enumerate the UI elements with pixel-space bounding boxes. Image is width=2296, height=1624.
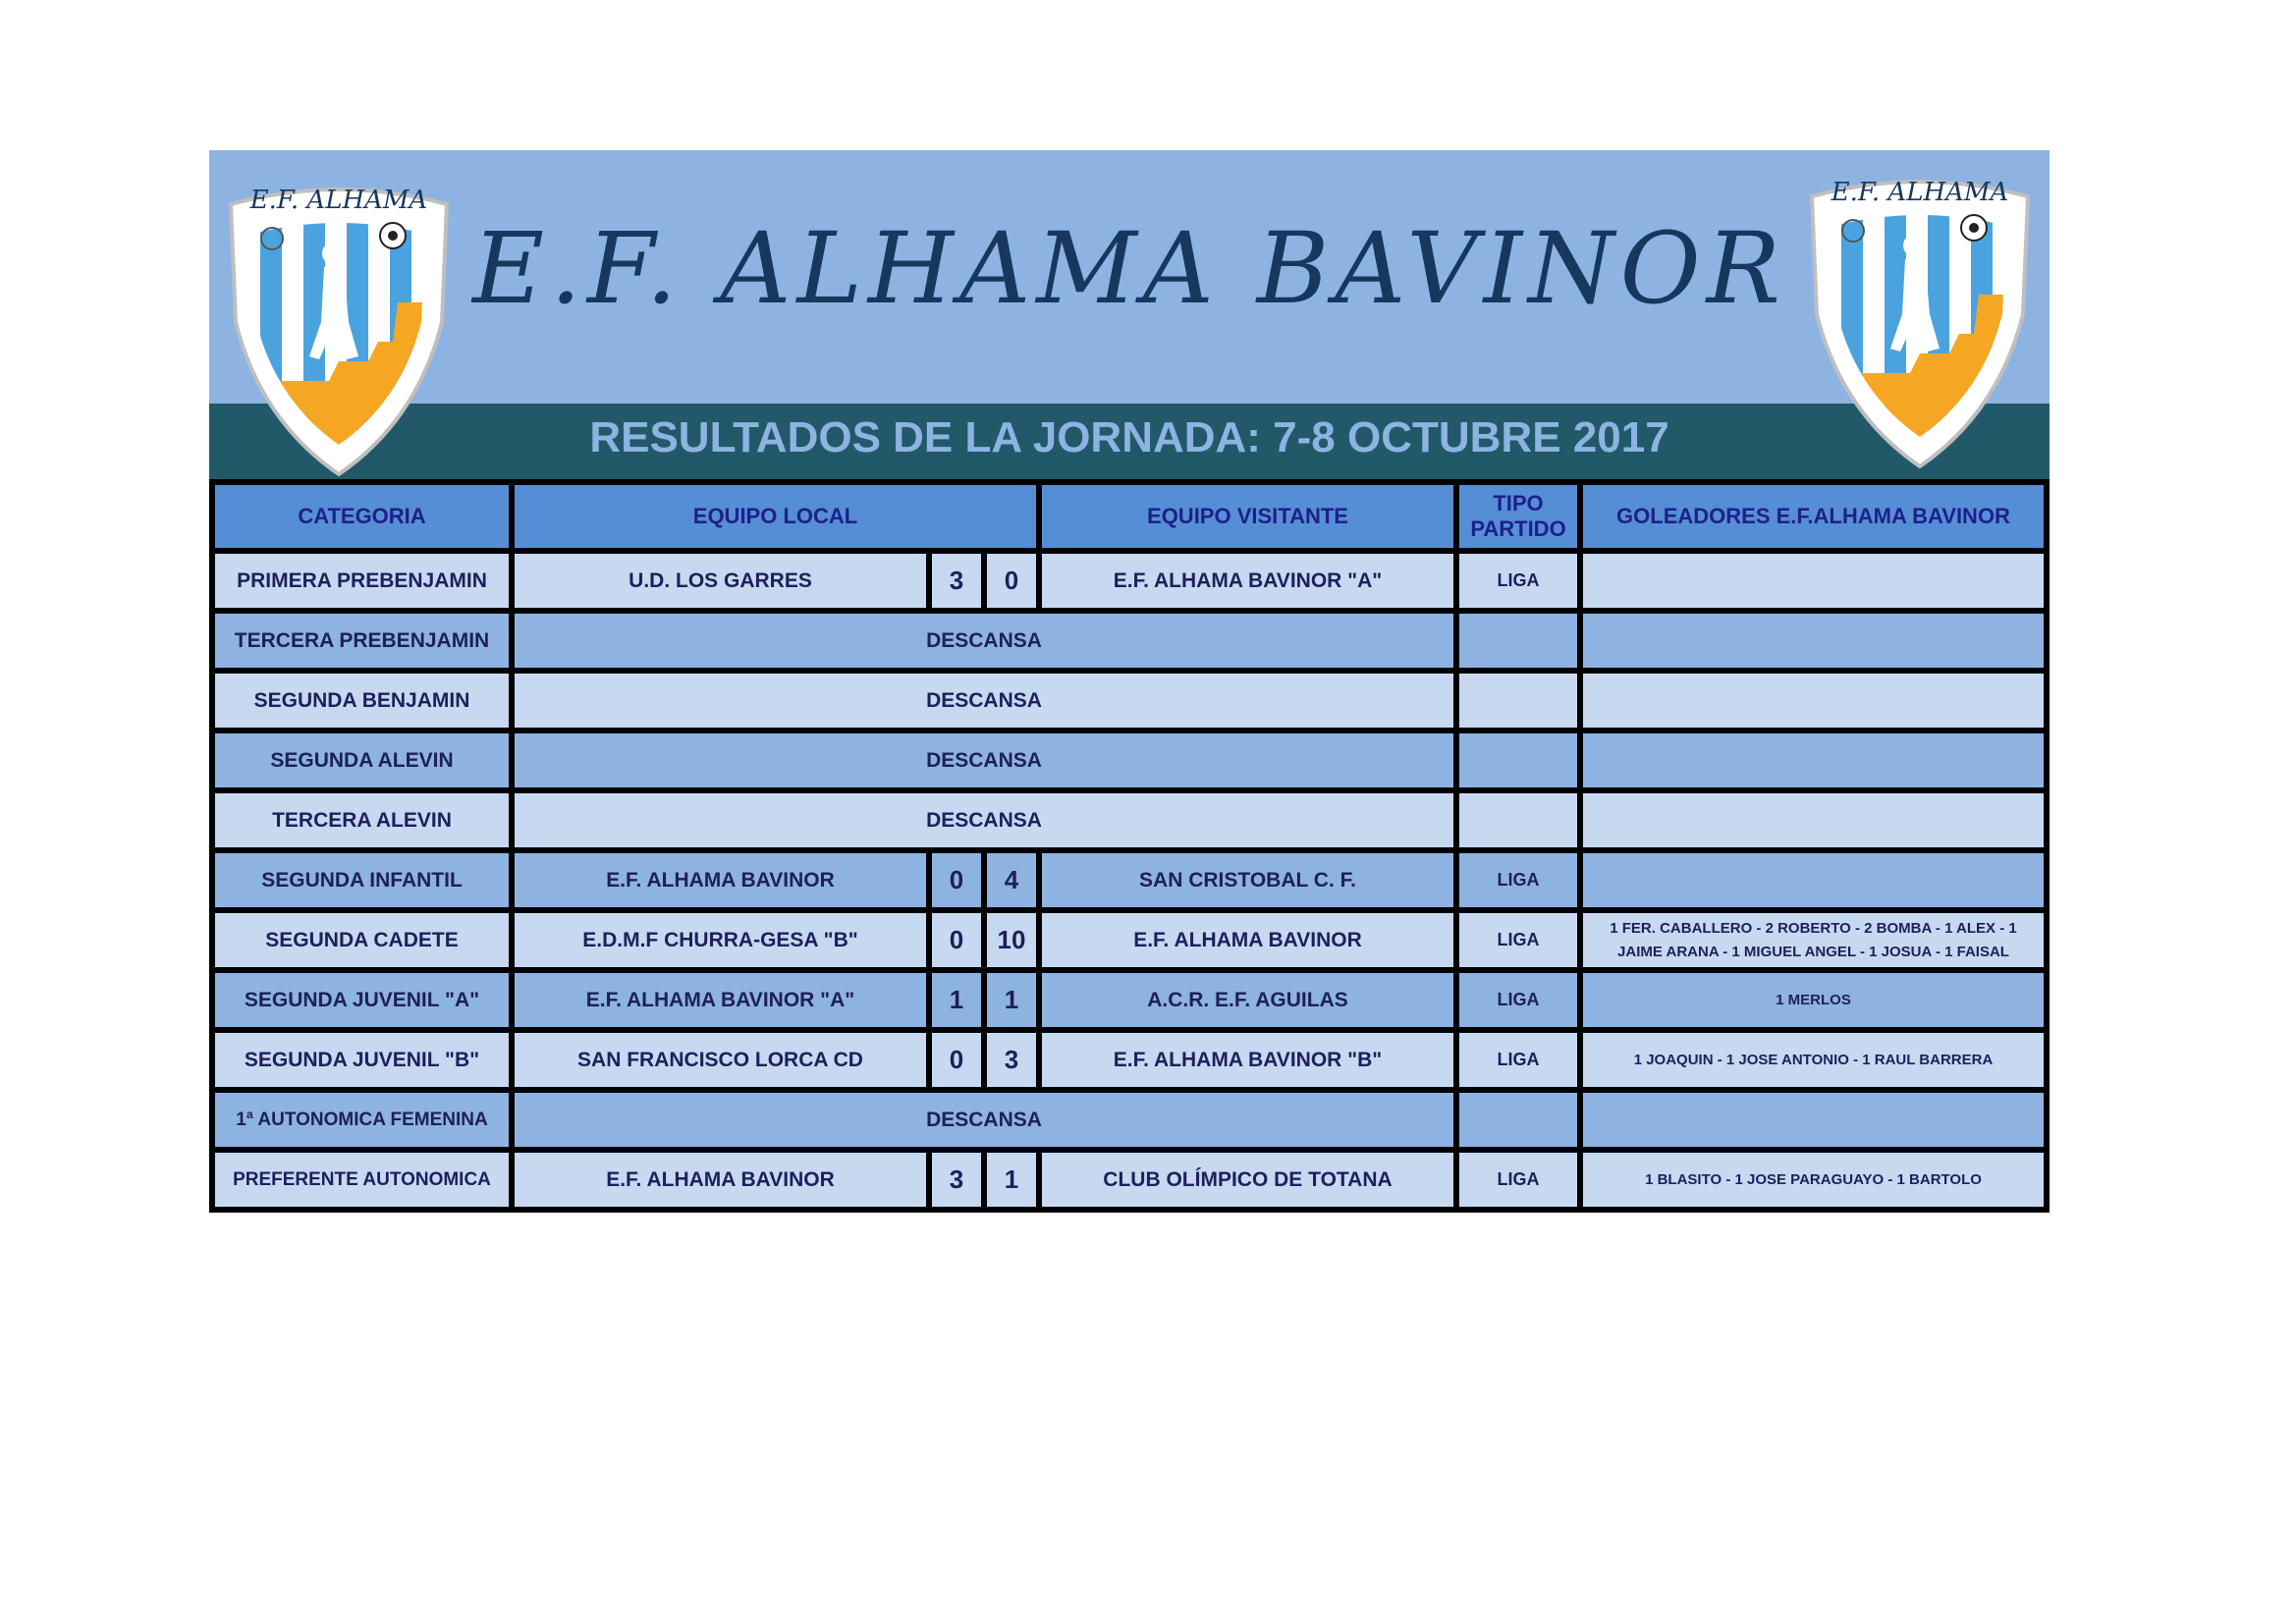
goles-local-cell: 0 [929,850,984,910]
svg-text:E.F. ALHAMA: E.F. ALHAMA [249,186,428,215]
goleadores-cell: 1 BLASITO - 1 JOSE PARAGUAYO - 1 BARTOLO [1580,1150,2047,1210]
goleadores-cell: 1 JOAQUIN - 1 JOSE ANTONIO - 1 RAUL BARRERA [1580,1030,2047,1090]
categoria-cell: PRIMERA PREBENJAMIN [212,551,512,611]
header-tipo-partido [1456,482,1580,551]
categoria-cell: SEGUNDA ALEVIN [212,731,512,790]
table-row [212,910,2047,970]
goleadores-cell: 1 FER. CABALLERO - 2 ROBERTO - 2 BOMBA - 1 ALEX - 1 JAIME ARANA - 1 MIGUEL ANGEL - 1 JOSUA - 1 FAISAL [1580,910,2047,970]
header-equipo-visitante: EQUIPO VISITANTE [1039,482,1456,551]
tipo-cell [1456,731,1580,790]
categoria-cell: SEGUNDA BENJAMIN [212,671,512,731]
equipo-visitante-cell: A.C.R. E.F. AGUILAS [1039,970,1456,1030]
goles-visitante-cell: 1 [984,1150,1039,1210]
header-goleadores: GOLEADORES E.F.ALHAMA BAVINOR [1580,482,2047,551]
tipo-cell: LIGA [1456,551,1580,611]
categoria-cell: TERCERA ALEVIN [212,790,512,850]
table-row [212,551,2047,611]
goles-visitante-cell: 4 [984,850,1039,910]
goleadores-cell [1580,611,2047,671]
equipo-local-cell: U.D. LOS GARRES [512,551,929,611]
categoria-cell: SEGUNDA JUVENIL "A" [212,970,512,1030]
equipo-local-cell: E.F. ALHAMA BAVINOR "A" [512,970,929,1030]
table-row [212,850,2047,910]
categoria-cell: SEGUNDA CADETE [212,910,512,970]
equipo-local-cell: SAN FRANCISCO LORCA CD [512,1030,929,1090]
goleadores-cell [1580,850,2047,910]
equipo-local-cell: E.F. ALHAMA BAVINOR [512,1150,929,1210]
goles-visitante-cell: 0 [984,551,1039,611]
header-categoria: CATEGORIA [212,482,512,551]
descansa-cell: DESCANSA [512,1090,1456,1150]
descansa-cell: DESCANSA [512,671,1456,731]
results-table [209,479,2050,1213]
goles-local-cell: 0 [929,1030,984,1090]
tipo-cell: LIGA [1456,1030,1580,1090]
goles-local-cell: 0 [929,910,984,970]
equipo-local-cell: E.D.M.F CHURRA-GESA "B" [512,910,929,970]
goles-visitante-cell: 1 [984,970,1039,1030]
goles-local-cell: 1 [929,970,984,1030]
header-equipo-local: EQUIPO LOCAL [512,482,1039,551]
table-row [212,790,2047,850]
tipo-cell [1456,1090,1580,1150]
goleadores-cell [1580,551,2047,611]
equipo-visitante-cell: SAN CRISTOBAL C. F. [1039,850,1456,910]
tipo-cell [1456,611,1580,671]
goles-local-cell: 3 [929,551,984,611]
table-row [212,1150,2047,1210]
equipo-visitante-cell: E.F. ALHAMA BAVINOR "A" [1039,551,1456,611]
categoria-cell: SEGUNDA INFANTIL [212,850,512,910]
table-row [212,731,2047,790]
header-tipo-line2: PARTIDO [1470,516,1566,541]
table-row [212,611,2047,671]
tipo-cell: LIGA [1456,1150,1580,1210]
tipo-cell: LIGA [1456,970,1580,1030]
descansa-cell: DESCANSA [512,611,1456,671]
equipo-local-cell: E.F. ALHAMA BAVINOR [512,850,929,910]
categoria-cell: PREFERENTE AUTONOMICA [212,1150,512,1210]
goles-local-cell: 3 [929,1150,984,1210]
table-row [212,970,2047,1030]
categoria-cell: TERCERA PREBENJAMIN [212,611,512,671]
goles-visitante-cell: 10 [984,910,1039,970]
goleadores-cell [1580,790,2047,850]
tipo-cell [1456,790,1580,850]
table-row [212,671,2047,731]
goleadores-cell [1580,1090,2047,1150]
goleadores-cell [1580,671,2047,731]
tipo-cell: LIGA [1456,850,1580,910]
page-title: E.F. ALHAMA BAVINOR [472,211,1786,326]
table-header-row [212,482,2047,551]
goles-visitante-cell: 3 [984,1030,1039,1090]
header-tipo-line1: TIPO [1493,491,1544,515]
equipo-visitante-cell: E.F. ALHAMA BAVINOR [1039,910,1456,970]
categoria-cell: SEGUNDA JUVENIL "B" [212,1030,512,1090]
svg-text:E.F. ALHAMA: E.F. ALHAMA [1831,178,2009,207]
descansa-cell: DESCANSA [512,731,1456,790]
equipo-visitante-cell: E.F. ALHAMA BAVINOR "B" [1039,1030,1456,1090]
table-row [212,1030,2047,1090]
table-row [212,1090,2047,1150]
descansa-cell: DESCANSA [512,790,1456,850]
tipo-cell: LIGA [1456,910,1580,970]
page-subtitle: RESULTADOS DE LA JORNADA: 7-8 OCTUBRE 2017 [589,413,1669,461]
goleadores-cell [1580,731,2047,790]
equipo-visitante-cell: CLUB OLÍMPICO DE TOTANA [1039,1150,1456,1210]
goleadores-cell: 1 MERLOS [1580,970,2047,1030]
categoria-cell: 1ª AUTONOMICA FEMENINA [212,1090,512,1150]
tipo-cell [1456,671,1580,731]
